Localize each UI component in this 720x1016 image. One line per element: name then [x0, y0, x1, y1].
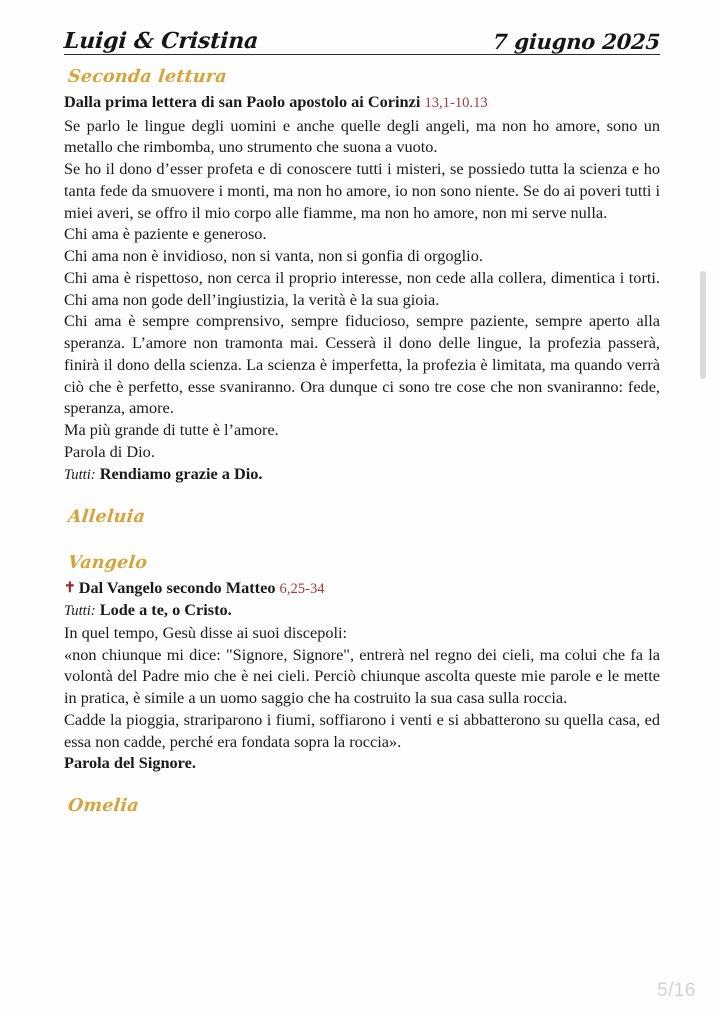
gospel-paragraph: Cadde la pioggia, strariparono i fiumi, soffiarono i venti e si abbatterono su quella casa, ed essa non cadde, perché era fondata sopra la roccia».: [64, 709, 660, 751]
gospel-heading-text: Dal Vangelo secondo Matteo: [78, 577, 276, 597]
scrollbar-thumb[interactable]: [700, 271, 706, 379]
reading-paragraph: Chi ama è rispettoso, non cerca il proprio interesse, non cede alla collera, dimentica i torti. Chi ama non gode dell’ingiustizia, la verità è la sua gioia.: [64, 267, 660, 309]
reading-paragraph: Ma più grande di tutte è l’amore.: [64, 420, 279, 439]
assembly-response: [64, 463, 660, 485]
scrollbar-track[interactable]: [700, 0, 706, 1016]
section-vangelo: [64, 531, 660, 774]
section-alleluia: [64, 485, 660, 531]
reading-paragraph: Chi ama è paziente e generoso.: [64, 224, 267, 244]
section-title-omelia: Omelia: [67, 796, 140, 817]
document-date: 7 giugno 2025: [492, 29, 661, 55]
reading-paragraph: Se parlo le lingue degli uomini e anche quelle degli angeli, ma non ho amore, sono un metallo che rimbomba, uno strumento che suona a vuoto.: [64, 115, 660, 157]
reading-heading-text: Dalla prima lettera di san Paolo apostolo ai Corinzi: [64, 92, 421, 112]
cross-icon: ✝: [64, 580, 76, 596]
reading-paragraph: Chi ama non è invidioso, non si vanta, non si gonfia di orgoglio.: [64, 246, 483, 265]
response-label: Tutti:: [64, 466, 96, 483]
section-seconda-lettura: [64, 67, 660, 485]
scripture-reference: 13,1-10.13: [424, 95, 488, 112]
section-omelia: [64, 774, 660, 820]
page-indicator: 5/16: [657, 980, 696, 1001]
document-header: [64, 30, 660, 55]
section-title-alleluia: Alleluia: [67, 506, 147, 527]
reading-paragraph: Chi ama è sempre comprensivo, sempre fiducioso, sempre paziente, sempre aperto alla speranza. L’amore non tramonta mai. Cesserà il dono delle lingue, la profezia passerà, finirà il dono della scienza. La scienza è imperfetta, la profezia è limitata, ma quando verrà ciò che è perfetto, esse svaniranno. Ora dunque ci sono tre cose che non svaniranno: fede, speranza, amore.: [64, 311, 660, 418]
gospel-heading: [64, 577, 660, 599]
response-text: Rendiamo grazie a Dio.: [99, 463, 263, 483]
gospel-closing: Parola del Signore.: [64, 753, 196, 773]
assembly-response: [64, 599, 660, 621]
gospel-paragraph: In quel tempo, Gesù disse ai suoi discepoli:: [64, 622, 348, 642]
reading-paragraph: Se ho il dono d’esser profeta e di conoscere tutti i misteri, se possiedo tutta la scienza e ho tanta fede da smuovere i monti, ma non ho amore, io non sono niente. Se do ai poveri tutti i miei averi, se offro il mio corpo alle fiamme, ma non ho amore, non mi serve nulla.: [64, 159, 660, 222]
section-title-vangelo: Vangelo: [67, 552, 149, 573]
response-label: Tutti:: [64, 603, 96, 620]
document-content: [64, 30, 660, 820]
section-title-seconda-lettura: Seconda lettura: [67, 67, 228, 88]
scripture-reference: 6,25-34: [279, 580, 325, 597]
gospel-paragraph: «non chiunque mi dice: "Signore, Signore", entrerà nel regno dei cieli, ma colui che fa la volontà del Padre mio che è nei cieli. Perciò chiunque ascolta queste mie parole e le mette in pratica, è simile a un uomo saggio che ha costruito la sua casa sulla roccia.: [64, 644, 660, 708]
reading-paragraph: Parola di Dio.: [64, 441, 155, 461]
reading-heading: [64, 91, 660, 113]
response-text: Lode a te, o Cristo.: [99, 600, 232, 620]
couple-names: Luigi & Cristina: [63, 28, 260, 54]
